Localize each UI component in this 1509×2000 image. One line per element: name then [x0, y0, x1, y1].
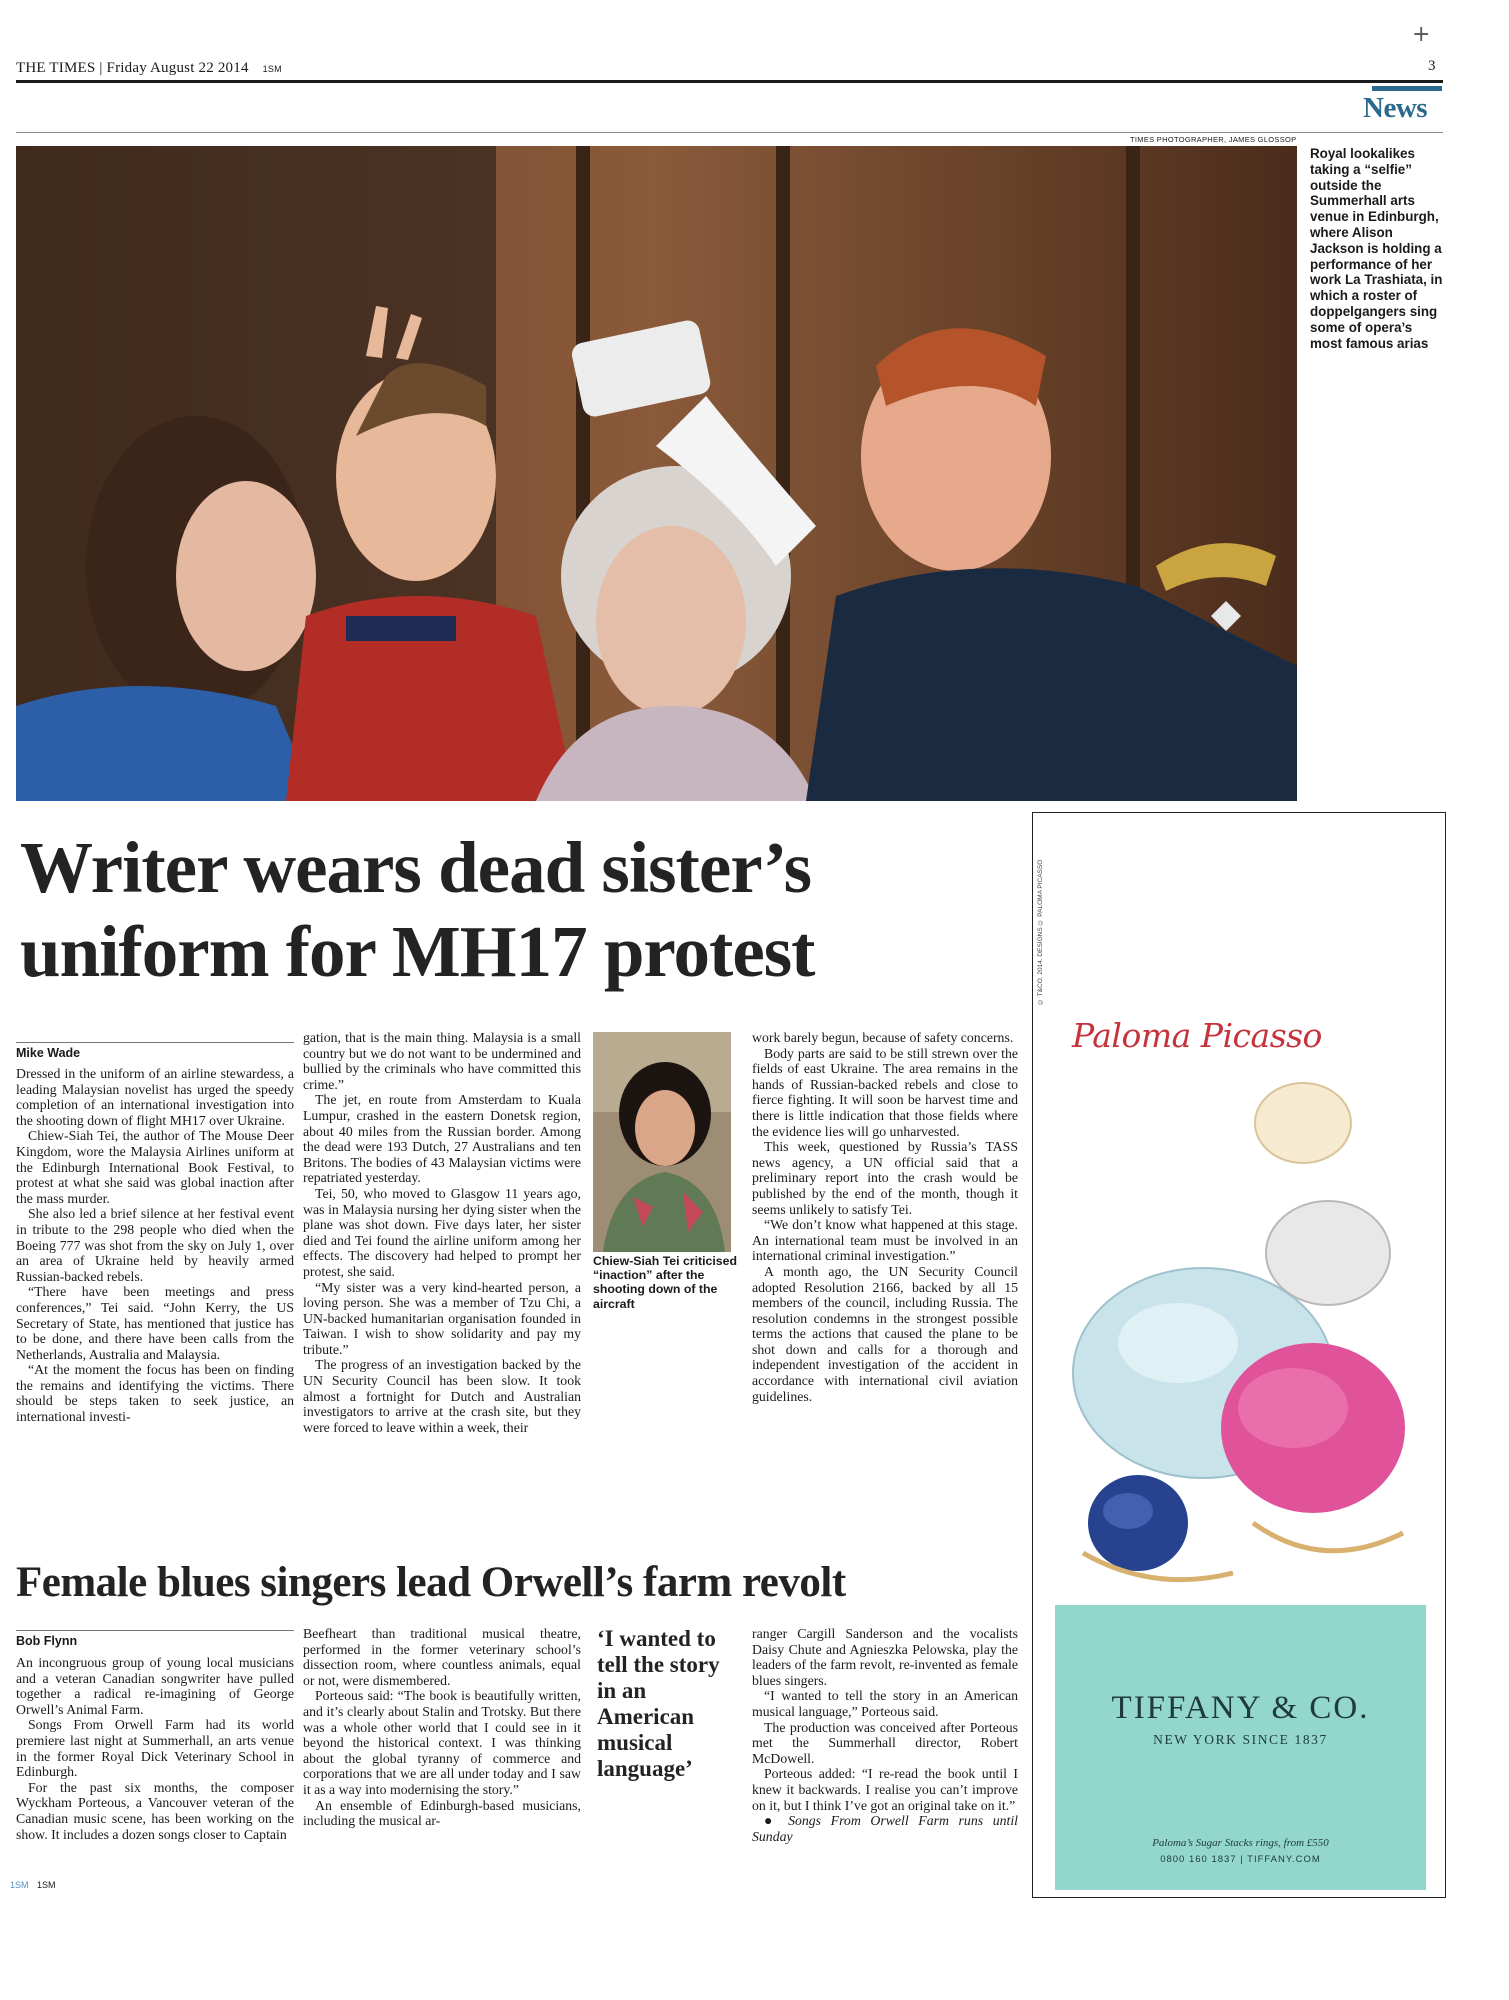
paragraph: “My sister was a very kind-hearted person, a loving person. She was a member of Tzu Chi, a UN-backed humanitarian organisation founded in Taiwan. I wish to show solidarity and pay my tribute.” — [303, 1279, 581, 1357]
story2-column-2 — [303, 1626, 581, 1829]
paragraph: Songs From Orwell Farm had its world premiere last night at Summerhall, an arts venue in the former Royal Dick Veterinary School in Edinburgh. — [16, 1717, 294, 1780]
story1-byline: Mike Wade — [16, 1046, 81, 1060]
royal-selfie-photo — [16, 146, 1297, 801]
paragraph: An ensemble of Edinburgh-based musicians, including the musical ar- — [303, 1797, 581, 1829]
paragraph: Beefheart than traditional musical theatre, performed in the former veterinary school’s dissection room, where countless animals, equal or not, were dismembered. — [303, 1626, 581, 1688]
photo-caption: Royal lookalikes taking a “selfie” outside the Summerhall arts venue in Edinburgh, where Alison Jackson is holding a performance of her work La Trashiata, in which a roster of doppelgangers sing some of opera’s most famous arias — [1310, 146, 1443, 351]
story1-headline — [20, 826, 1010, 994]
chiew-siah-tei-portrait — [593, 1032, 731, 1252]
page-number: 3 — [1428, 58, 1436, 74]
product-line: Paloma’s Sugar Stacks rings, from £550 — [1152, 1837, 1329, 1849]
edition-code: 1SM — [262, 64, 282, 74]
paragraph: A month ago, the UN Security Council adopted Resolution 2166, backed by all 15 members of the council, including Russia. The resolution condemns in the strongest possible terms the actions that caused the plane to be shot down and calls for a thorough and independent investigation of the accident in accordance with international civil aviation guidelines. — [752, 1263, 1018, 1404]
paragraph: “There have been meetings and press conferences,” Tei said. “John Kerry, the US Secretary of State, has mentioned that justice has to be done, and there have been calls from the Netherlands, Australia and Malaysia. — [16, 1284, 294, 1362]
story2-column-1 — [16, 1655, 294, 1842]
paragraph: Porteous added: “I re-read the book until I knew it backwards. I realise you can’t improve on it, but I think I’ve got an original take on it.” — [752, 1766, 1018, 1813]
paloma-picasso-wordmark: Paloma Picasso — [1072, 1016, 1322, 1055]
section-label: News — [1363, 92, 1428, 124]
paragraph: Tei, 50, who moved to Glasgow 11 years ago, was in Malaysia nursing her dying sister when the plane was shot down. Five days later, her sister died and Tei found the airline uniform among her effects. The discovery had helped to prompt her protest, she said. — [303, 1185, 581, 1279]
masthead-title: THE TIMES | Friday August 22 2014 — [16, 60, 249, 76]
paragraph: For the past six months, the composer Wyckham Porteous, a Vancouver veteran of the Canadian music scene, has been working on the show. It includes a dozen songs closer to Captain — [16, 1779, 294, 1842]
paragraph: This week, questioned by Russia’s TASS news agency, a UN official said that a preliminary report into the crash would be published by the end of the month, though it seems unlikely to satisfy Tei. — [752, 1139, 1018, 1217]
story1-headline-line2: uniform for MH17 protest — [20, 911, 815, 992]
section-rule — [16, 132, 1443, 133]
footer — [10, 1880, 56, 1890]
paragraph: The jet, en route from Amsterdam to Kuala Lumpur, crashed in the eastern Donetsk region, about 40 miles from the Russian border. Among the dead were 193 Dutch, 27 Australians and ten Britons. The bodies of 43 Malaysian victims were repatriated yesterday. — [303, 1092, 581, 1186]
paragraph: The progress of an investigation backed by the UN Security Council has been slow. It took almost a fortnight for Dutch and Australian investigators to arrive at the crash site, but they were forced to leave within a week, their — [303, 1357, 581, 1435]
paragraph: “At the moment the focus has been on finding the remains and identifying the victims. There should be steps taken to seek justice, an international investi- — [16, 1362, 294, 1425]
byline-rule — [16, 1630, 294, 1631]
story1-column-1 — [16, 1066, 294, 1425]
paragraph: The production was conceived after Porteous met the Summerhall director, Robert McDowell. — [752, 1719, 1018, 1766]
story2-column-3 — [752, 1626, 1018, 1844]
story1-column-2 — [303, 1030, 581, 1435]
advert-copyright: © T&CO. 2014. DESIGNS © PALOMA PICASSO — [1037, 859, 1044, 1005]
story2-headline: Female blues singers lead Orwell’s farm revolt — [16, 1559, 846, 1606]
story1-headline-line1: Writer wears dead sister’s — [20, 827, 811, 908]
paragraph: Porteous said: “The book is beautifully written, and it’s clearly about Stalin and Trotsky. But there was a whole other world that I could see in it beyond the historical context. I was thinking about the global tyranny of commerce and corporations that we are all under today and I saw it as a way into modernising the story.” — [303, 1688, 581, 1797]
paragraph: ● Songs From Orwell Farm runs until Sunday — [752, 1813, 1018, 1844]
paragraph: ranger Cargill Sanderson and the vocalists Daisy Chute and Agnieszka Pelowska, play the leaders of the farm revolt, re-invented as female blues singers. — [752, 1626, 1018, 1688]
tiffany-since: NEW YORK SINCE 1837 — [1153, 1732, 1328, 1747]
paragraph: She also led a brief silence at her festival event in tribute to the 298 people who died when the Boeing 777 was shot from the sky on July 1, over an area of Ukraine held by heavily armed Russian-backed rebels. — [16, 1206, 294, 1284]
paragraph: gation, that is the main thing. Malaysia is a small country but we do not want to be undermined and bullied by the criminals who have committed this crime.” — [303, 1030, 581, 1092]
photo-credit: TIMES PHOTOGRAPHER, JAMES GLOSSOP — [1130, 135, 1297, 144]
advert-contact: 0800 160 1837 | TIFFANY.COM — [1160, 1854, 1321, 1865]
portrait-caption: Chiew-Siah Tei criticised “inaction” after the shooting down of the aircraft — [593, 1254, 737, 1311]
story1-column-3 — [752, 1030, 1018, 1404]
footer-edition: 1SM — [37, 1880, 56, 1890]
masthead — [16, 60, 282, 77]
paragraph: Chiew-Siah Tei, the author of The Mouse Deer Kingdom, wore the Malaysia Airlines uniform at the Edinburgh International Book Festival, to protest at what she said was global inaction after the mass murder. — [16, 1128, 294, 1206]
story2-byline: Bob Flynn — [16, 1634, 78, 1648]
masthead-rule — [16, 80, 1443, 83]
footer-code: 1SM — [10, 1880, 29, 1890]
pull-quote: ‘I wanted to tell the story in an American musical language’ — [597, 1626, 720, 1781]
paragraph: “I wanted to tell the story in an American musical language,” Porteous said. — [752, 1688, 1018, 1719]
crop-mark: + — [1412, 22, 1431, 47]
tiffany-logo: TIFFANY & CO. — [1111, 1690, 1370, 1726]
paragraph: “We don’t know what happened at this stage. An international team must be involved in an international criminal investigation.” — [752, 1217, 1018, 1264]
paragraph: work barely begun, because of safety concerns. — [752, 1030, 1014, 1045]
byline-rule — [16, 1042, 294, 1043]
paragraph: Body parts are said to be still strewn over the fields of east Ukraine. The area remains in the hands of Russian-backed rebels and close to fierce fighting. It will soon be harvest time and there is little indication that those fields where the evidence lies will go unharvested. — [752, 1045, 1018, 1139]
paragraph: Dressed in the uniform of an airline stewardess, a leading Malaysian novelist has urged the speedy completion of an international investigation into the shooting down of flight MH17 over Ukraine. — [16, 1066, 294, 1128]
paragraph: An incongruous group of young local musicians and a veteran Canadian songwriter have pulled together a radical re-imagining of George Orwell’s Animal Farm. — [16, 1655, 294, 1717]
section-bar — [1372, 86, 1442, 91]
rings-illustration — [1063, 1053, 1423, 1593]
